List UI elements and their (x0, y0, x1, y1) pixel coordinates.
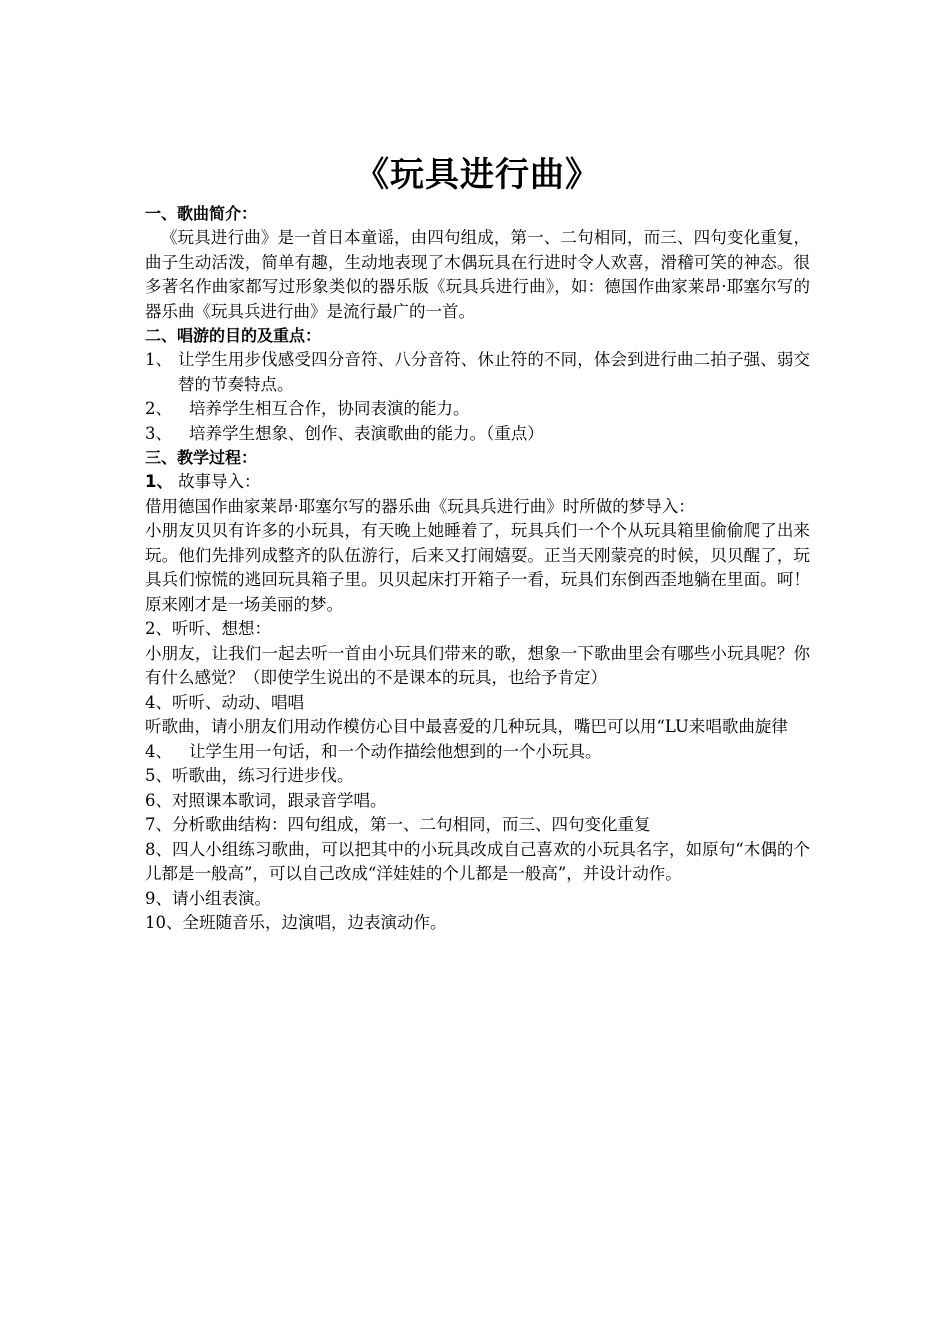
goal-item-text: 培养学生想象、创作、表演歌曲的能力。（重点） (189, 423, 544, 443)
goal-item (145, 397, 810, 422)
step-4a-body: 听歌曲，请小朋友们用动作模仿心目中最喜爱的几种玩具，嘴巴可以用“LU来唱歌曲旋律 (145, 717, 788, 736)
step-10: 10、全班随音乐，边演唱，边表演动作。 (145, 913, 447, 932)
document-title: 《玩具进行曲》 (355, 155, 600, 195)
step-5: 5、听歌曲，练习行进步伐。 (145, 766, 354, 785)
step-2-body: 小朋友，让我们一起去听一首由小玩具们带来的歌，想象一下歌曲里会有哪些小玩具呢？你有什么感觉？（即使学生说出的不是课本的玩具，也给予肯定） (145, 643, 810, 687)
document-content (145, 150, 810, 936)
step-4b (145, 740, 810, 765)
step-4a-heading: 4、听听、动动、唱唱 (145, 692, 304, 712)
step-4b-number: 4、 (145, 741, 172, 761)
goal-item-text: 培养学生相互合作，协同表演的能力。 (189, 399, 470, 418)
step-1-story: 小朋友贝贝有许多的小玩具，有天晚上她睡着了，玩具兵们一个个从玩具箱里偷偷爬了出来玩。他们先排列成整齐的队伍游行，后来又打闹嬉耍。正当天刚蒙亮的时候，贝贝醒了，玩具兵们惊慌的逃回玩具箱子里。贝贝起床打开箱子一看，玩具们东倒西歪地躺在里面。呵！原来刚才是一场美丽的梦。 (145, 521, 810, 614)
step-1-intro: 借用德国作曲家莱昂·耶塞尔写的器乐曲《玩具兵进行曲》时所做的梦导入： (145, 496, 695, 516)
section-heading-process: 三、教学过程： (145, 448, 258, 467)
step-1-number: 1、 (145, 472, 173, 491)
step-9: 9、请小组表演。 (145, 888, 271, 908)
step-2-heading: 2、听听、想想： (145, 619, 271, 638)
step-8: 8、四人小组练习歌曲，可以把其中的小玩具改成自己喜欢的小玩具名字，如原句“木偶的个儿都是一般高”，可以自己改成“洋娃娃的个儿都是一般高”，并设计动作。 (145, 839, 810, 883)
goal-item (145, 422, 810, 447)
section-intro-body: 《玩具进行曲》是一首日本童谣，由四句组成，第一、二句相同，而三、四句变化重复，曲子生动活泼，简单有趣，生动地表现了木偶玩具在行进时令人欢喜，滑稽可笑的神态。很多著名作曲家都写过形象类似的器乐版《玩具兵进行曲》，如：德国作曲家莱昂·耶塞尔写的器乐曲《玩具兵进行曲》是流行最广的一首。 (145, 228, 810, 321)
step-1-label: 故事导入： (178, 472, 261, 491)
goal-item-number: 1、 (145, 350, 172, 369)
goal-item-number: 3、 (145, 423, 172, 443)
goal-item-number: 2、 (145, 399, 172, 418)
goal-item (145, 348, 810, 397)
section-heading-intro: 一、歌曲简介： (145, 204, 258, 223)
step-4b-text: 让学生用一句话，和一个动作描绘他想到的一个小玩具。 (189, 741, 602, 761)
step-6: 6、对照课本歌词，跟录音学唱。 (145, 790, 387, 810)
step-1-heading (145, 470, 810, 495)
section-heading-goals: 二、唱游的目的及重点： (145, 326, 322, 345)
step-7: 7、分析歌曲结构：四句组成，第一、二句相同，而三、四句变化重复 (145, 815, 651, 834)
goal-item-text: 让学生用步伐感受四分音符、八分音符、休止符的不同，体会到进行曲二拍子强、弱交替的节奏特点。 (178, 350, 810, 394)
